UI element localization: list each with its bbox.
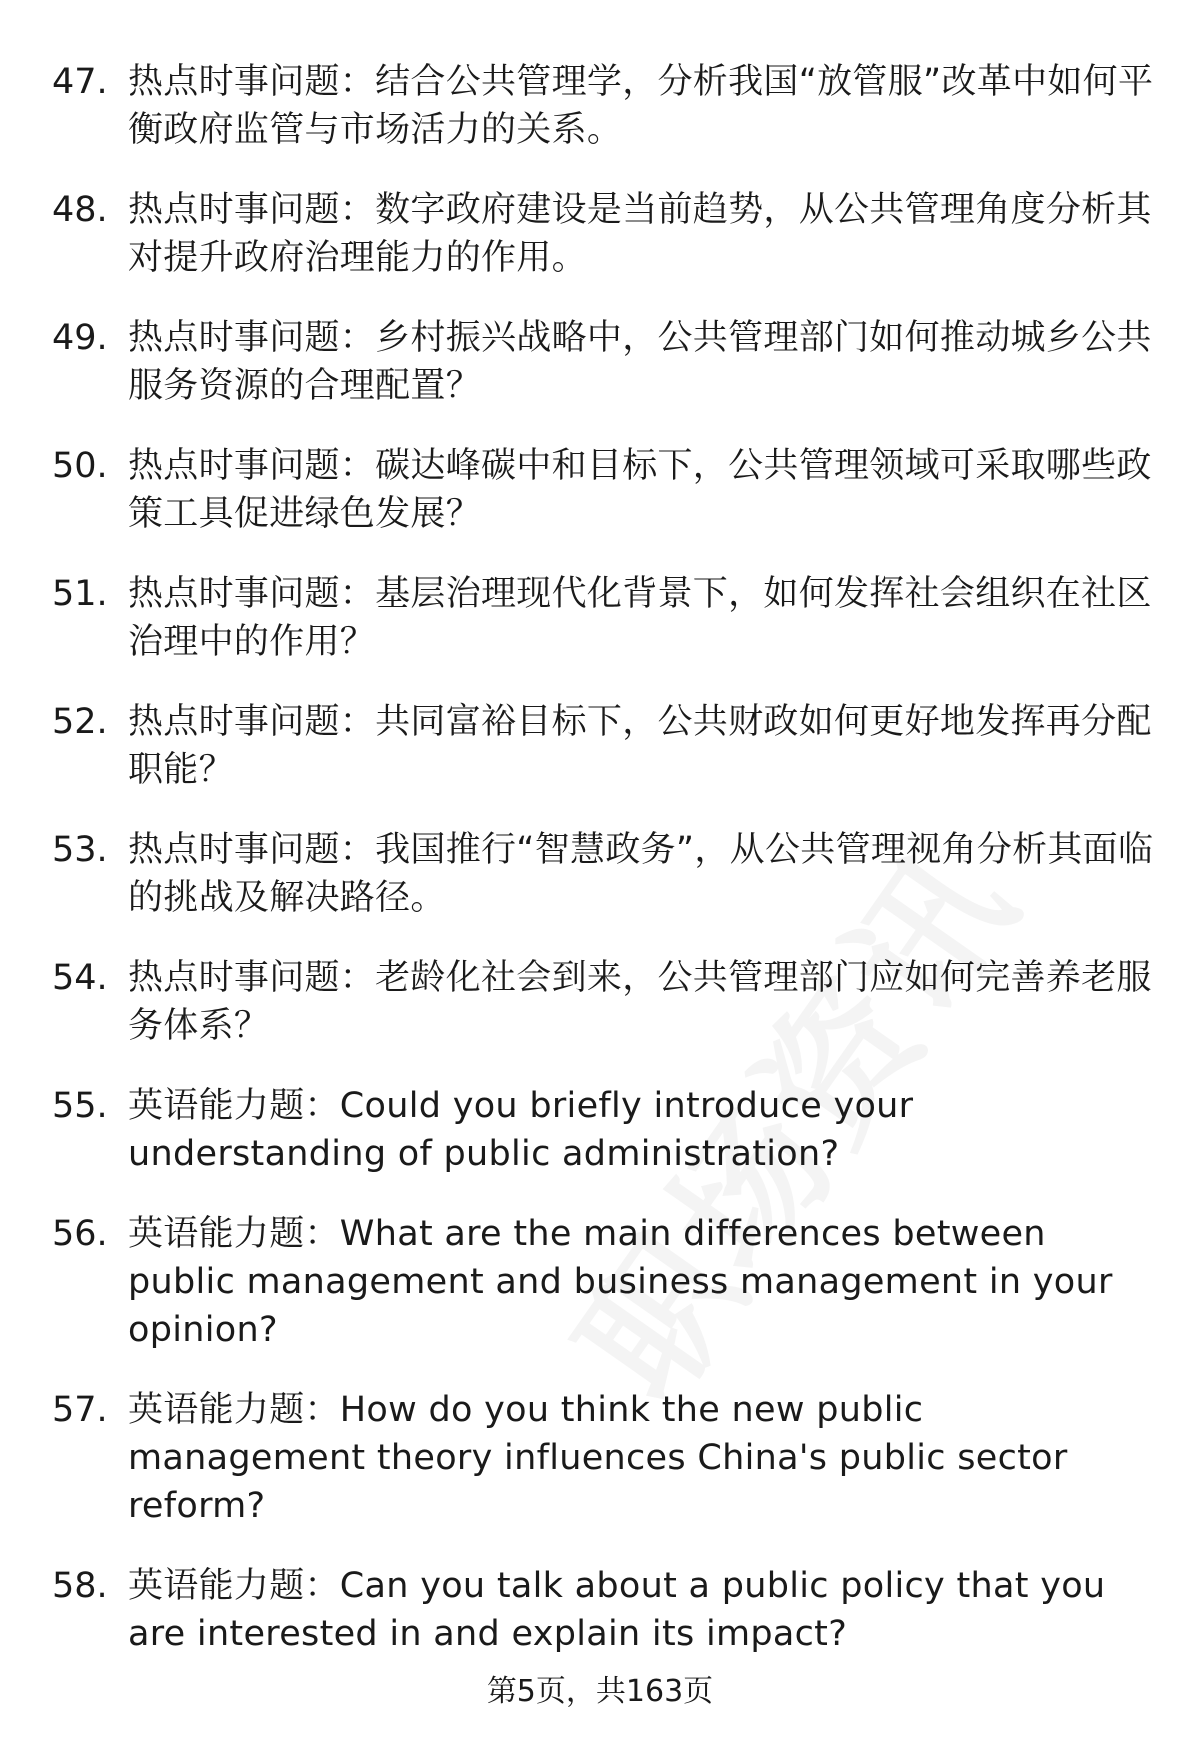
- question-number: 47.: [52, 62, 108, 102]
- question-text: 热点时事问题：老龄化社会到来，公共管理部门应如何完善养老服务体系？: [128, 958, 1152, 1046]
- question-number: 53.: [52, 830, 108, 870]
- question-number: 50.: [52, 446, 108, 486]
- question-text: 英语能力题：Could you briefly introduce your understanding of public administration?: [128, 1086, 914, 1174]
- question-text: 热点时事问题：基层治理现代化背景下，如何发挥社会组织在社区治理中的作用？: [128, 574, 1152, 662]
- question-number: 55.: [52, 1086, 108, 1126]
- question-item: [52, 954, 1162, 1050]
- question-number: 51.: [52, 574, 108, 614]
- question-item: [52, 1562, 1162, 1658]
- question-item: [52, 442, 1162, 538]
- question-number: 56.: [52, 1214, 108, 1254]
- question-number: 48.: [52, 190, 108, 230]
- question-list: [52, 58, 1162, 1690]
- question-number: 52.: [52, 702, 108, 742]
- question-text: 热点时事问题：共同富裕目标下，公共财政如何更好地发挥再分配职能？: [128, 702, 1152, 790]
- question-item: [52, 1082, 1162, 1178]
- page-footer: 第5页，共163页: [486, 1674, 714, 1709]
- question-number: 58.: [52, 1566, 108, 1606]
- question-item: [52, 314, 1162, 410]
- question-number: 54.: [52, 958, 108, 998]
- question-item: [52, 1386, 1162, 1530]
- question-item: [52, 1210, 1162, 1354]
- question-item: [52, 186, 1162, 282]
- question-text: 英语能力题：Can you talk about a public policy that you are interested in and explain its impact?: [128, 1566, 1106, 1654]
- question-item: [52, 58, 1162, 154]
- question-text: 英语能力题：What are the main differences between public management and business management in your opinion?: [128, 1214, 1113, 1350]
- question-number: 49.: [52, 318, 108, 358]
- question-item: [52, 698, 1162, 794]
- question-text: 热点时事问题：我国推行“智慧政务”，从公共管理视角分析其面临的挑战及解决路径。: [128, 830, 1154, 918]
- question-number: 57.: [52, 1390, 108, 1430]
- question-text: 热点时事问题：结合公共管理学，分析我国“放管服”改革中如何平衡政府监管与市场活力的关系。: [128, 62, 1154, 150]
- question-item: [52, 826, 1162, 922]
- question-text: 英语能力题：How do you think the new public management theory influences China's public sector reform?: [128, 1390, 1068, 1526]
- question-text: 热点时事问题：碳达峰碳中和目标下，公共管理领域可采取哪些政策工具促进绿色发展？: [128, 446, 1152, 534]
- question-text: 热点时事问题：数字政府建设是当前趋势，从公共管理角度分析其对提升政府治理能力的作用。: [128, 190, 1152, 278]
- question-item: [52, 570, 1162, 666]
- question-text: 热点时事问题：乡村振兴战略中，公共管理部门如何推动城乡公共服务资源的合理配置？: [128, 318, 1152, 406]
